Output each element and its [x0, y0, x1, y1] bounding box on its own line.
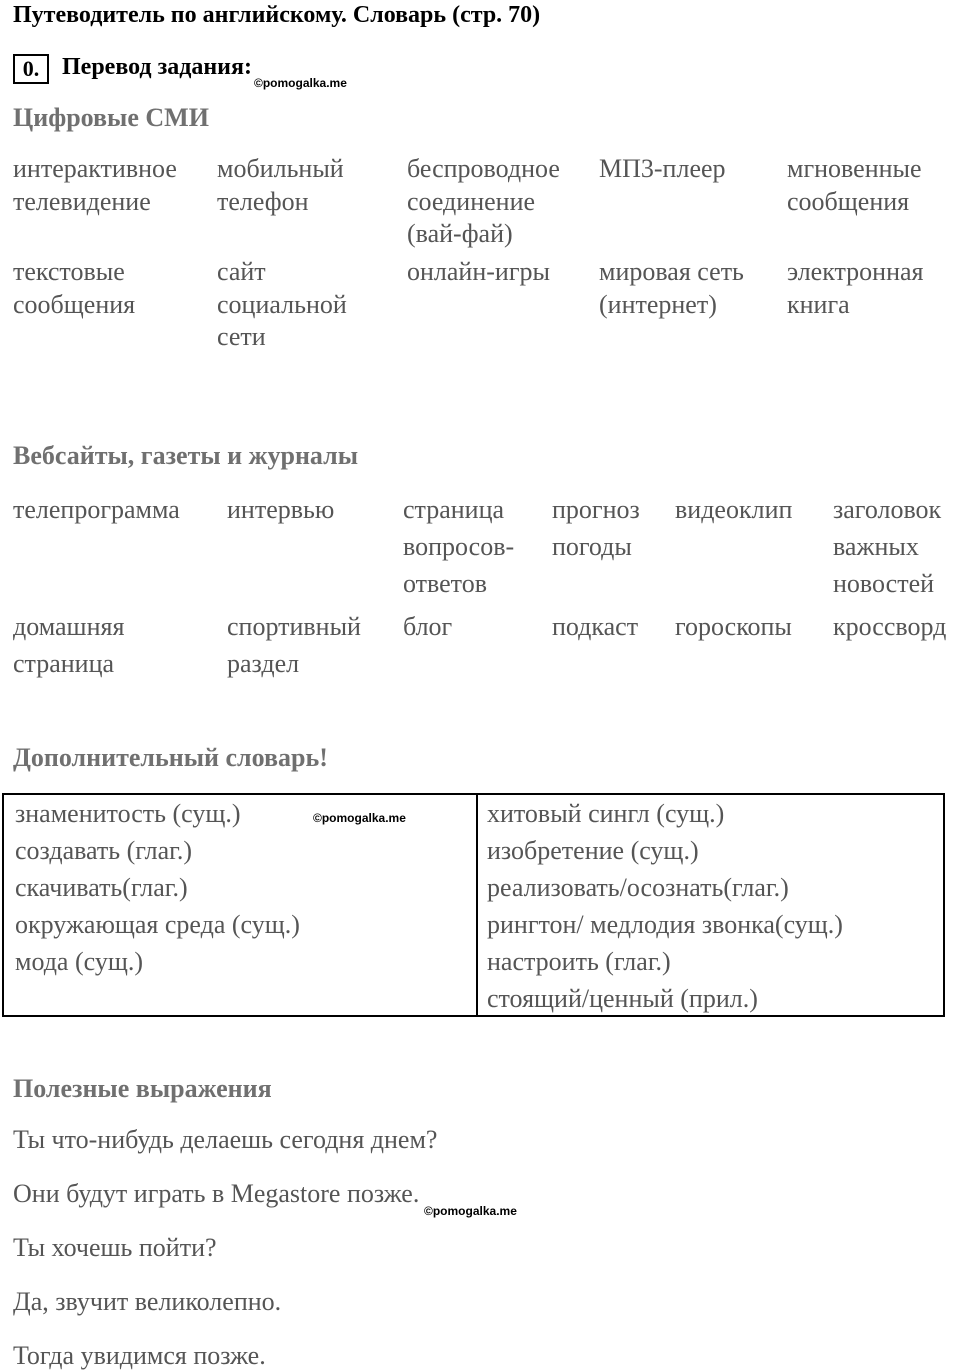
phrase-line: Тогда увидимся позже. — [13, 1341, 266, 1370]
watermark: ©pomogalka.me — [254, 76, 347, 90]
vocab-item: сайт социальной сети — [217, 257, 347, 351]
vocab-item: изобретение (сущ.) — [487, 836, 699, 865]
vocab-item: стоящий/ценный (прил.) — [487, 984, 758, 1013]
vocab-item: скачивать(глаг.) — [15, 873, 188, 902]
phrase-line: Ты что-нибудь делаешь сегодня днем? — [13, 1125, 438, 1154]
vocab-item: блог — [403, 612, 453, 641]
section-title-extra-vocab: Дополнительный словарь! — [13, 743, 328, 772]
vocab-item: беспроводное соединение (вай-фай) — [407, 154, 560, 248]
section-title-phrases: Полезные выражения — [13, 1074, 272, 1103]
section-title-digital-media: Цифровые СМИ — [13, 103, 209, 132]
watermark: ©pomogalka.me — [424, 1204, 517, 1218]
vocab-item: настроить (глаг.) — [487, 947, 671, 976]
vocab-item: подкаст — [552, 612, 639, 641]
vocab-item: заголовок важных новостей — [833, 495, 942, 598]
vocab-item: мода (сущ.) — [15, 947, 144, 976]
table-divider — [476, 795, 478, 1015]
vocab-item: знаменитость (сущ.) — [15, 799, 241, 828]
vocab-item: домашняя страница — [13, 612, 125, 678]
vocab-item: мировая сеть (интернет) — [599, 257, 744, 319]
task-number-badge: 0. — [13, 54, 49, 84]
extra-vocab-right-column — [487, 795, 843, 1017]
vocab-item: онлайн-игры — [407, 257, 550, 286]
vocab-item: интервью — [227, 495, 335, 524]
phrase-line: Они будут играть в Megastore позже. — [13, 1179, 420, 1208]
phrase-line: Ты хочешь пойти? — [13, 1233, 217, 1262]
vocab-item: гороскопы — [675, 612, 792, 641]
vocab-item: создавать (глаг.) — [15, 836, 193, 865]
extra-vocab-table — [2, 793, 945, 1017]
task-label: Перевод задания: — [62, 54, 252, 80]
vocab-item: кроссворд — [833, 612, 947, 641]
vocab-item: мгновенные сообщения — [787, 154, 922, 216]
vocab-item: страница вопросов-ответов — [403, 495, 515, 598]
vocab-item: текстовые сообщения — [13, 257, 136, 319]
vocab-item: электронная книга — [787, 257, 924, 319]
watermark: ©pomogalka.me — [313, 811, 406, 825]
vocab-item: спортивный раздел — [227, 612, 361, 678]
vocab-item: окружающая среда (сущ.) — [15, 910, 300, 939]
vocab-item: мобильный телефон — [217, 154, 344, 216]
vocab-item: прогноз погоды — [552, 495, 640, 561]
vocab-item: видеоклип — [675, 495, 793, 524]
extra-vocab-left-column — [15, 795, 300, 980]
vocab-item: интерактивное телевидение — [13, 154, 177, 216]
vocab-item: хитовый сингл (сущ.) — [487, 799, 725, 828]
vocab-item: реализовать/осознать(глаг.) — [487, 873, 789, 902]
phrase-line: Да, звучит великолепно. — [13, 1287, 282, 1316]
vocab-item: телепрограмма — [13, 495, 180, 524]
section-title-websites: Вебсайты, газеты и журналы — [13, 441, 359, 470]
vocab-item: рингтон/ медлодия звонка(сущ.) — [487, 910, 843, 939]
vocab-item: МП3-плеер — [599, 154, 726, 183]
page-title: Путеводитель по английскому. Словарь (стр. 70) — [13, 2, 541, 28]
